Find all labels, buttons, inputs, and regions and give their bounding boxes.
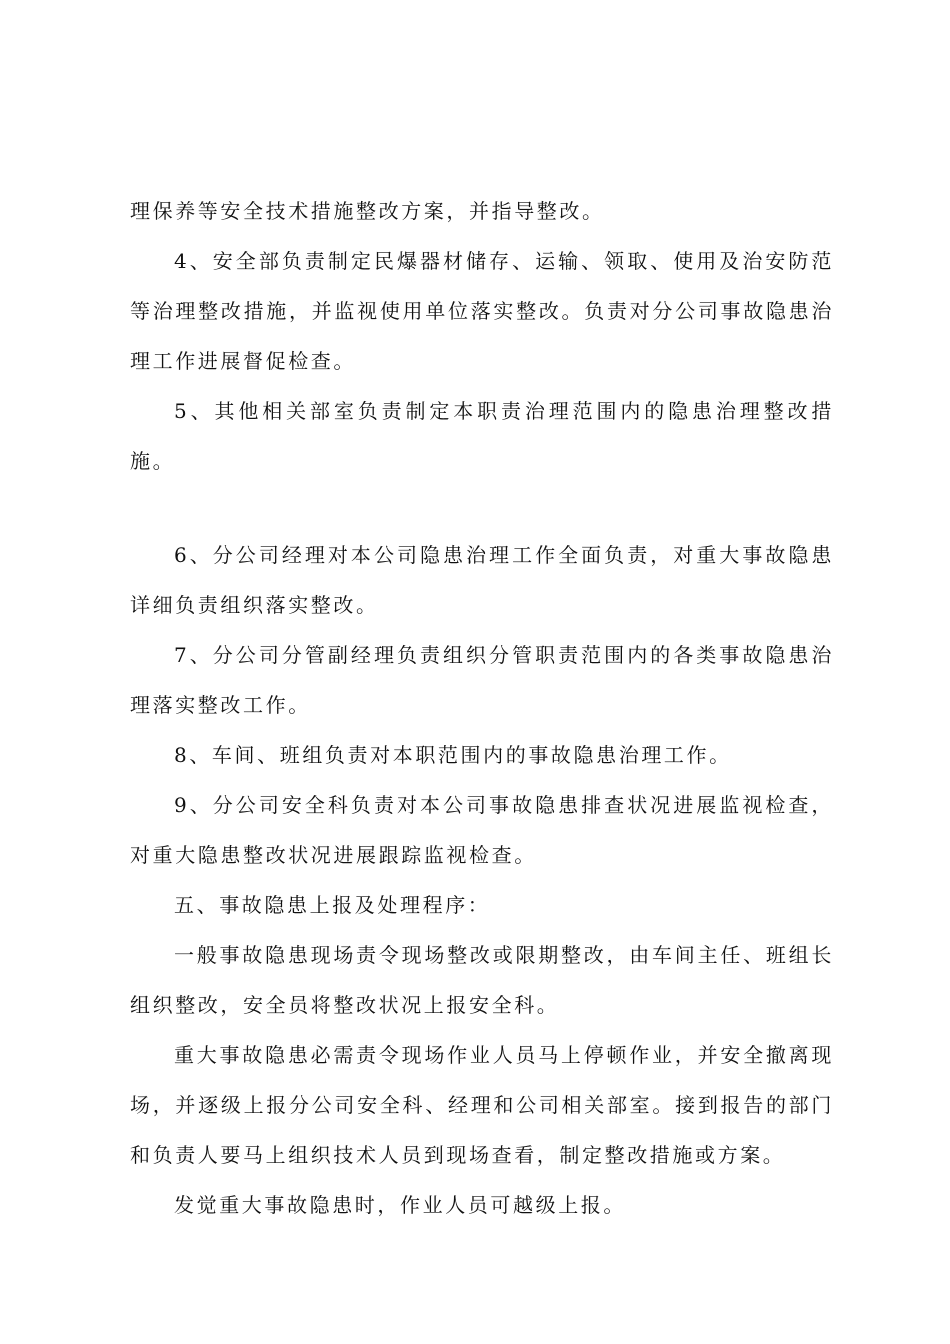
paragraph-item-6: 6、分公司经理对本公司隐患治理工作全面负责，对重大事故隐患详细负责组织落实整改。 xyxy=(130,543,834,617)
paragraph-item-7: 7、分公司分管副经理负责组织分管职责范围内的各类事故隐患治理落实整改工作。 xyxy=(130,643,834,717)
paragraph-major-hazard: 重大事故隐患必需责令现场作业人员马上停顿作业，并安全撤离现场，并逐级上报分公司安全科、经理和公司相关部室。接到报告的部门和负责人要马上组织技术人员到现场查看，制定整改措施或方案。 xyxy=(130,1043,834,1167)
paragraph-continuation: 理保养等安全技术措施整改方案，并指导整改。 xyxy=(130,199,605,223)
paragraph-item-8: 8、车间、班组负责对本职范围内的事故隐患治理工作。 xyxy=(174,743,732,767)
document-body xyxy=(130,186,834,1230)
section-heading-5: 五、事故隐患上报及处理程序： xyxy=(174,893,491,917)
paragraph-item-9: 9、分公司安全科负责对本公司事故隐患排查状况进展监视检查，对重大隐患整改状况进展跟踪监视检查。 xyxy=(130,793,834,867)
paragraph-item-5: 5、其他相关部室负责制定本职责治理范围内的隐患治理整改措施。 xyxy=(130,399,834,473)
paragraph-escalation: 发觉重大事故隐患时，作业人员可越级上报。 xyxy=(174,1193,626,1217)
paragraph-item-4: 4、安全部负责制定民爆器材储存、运输、领取、使用及治安防范等治理整改措施，并监视使用单位落实整改。负责对分公司事故隐患治理工作进展督促检查。 xyxy=(130,249,834,373)
paragraph-general-hazard: 一般事故隐患现场责令现场整改或限期整改，由车间主任、班组长组织整改，安全员将整改状况上报安全科。 xyxy=(130,943,834,1017)
